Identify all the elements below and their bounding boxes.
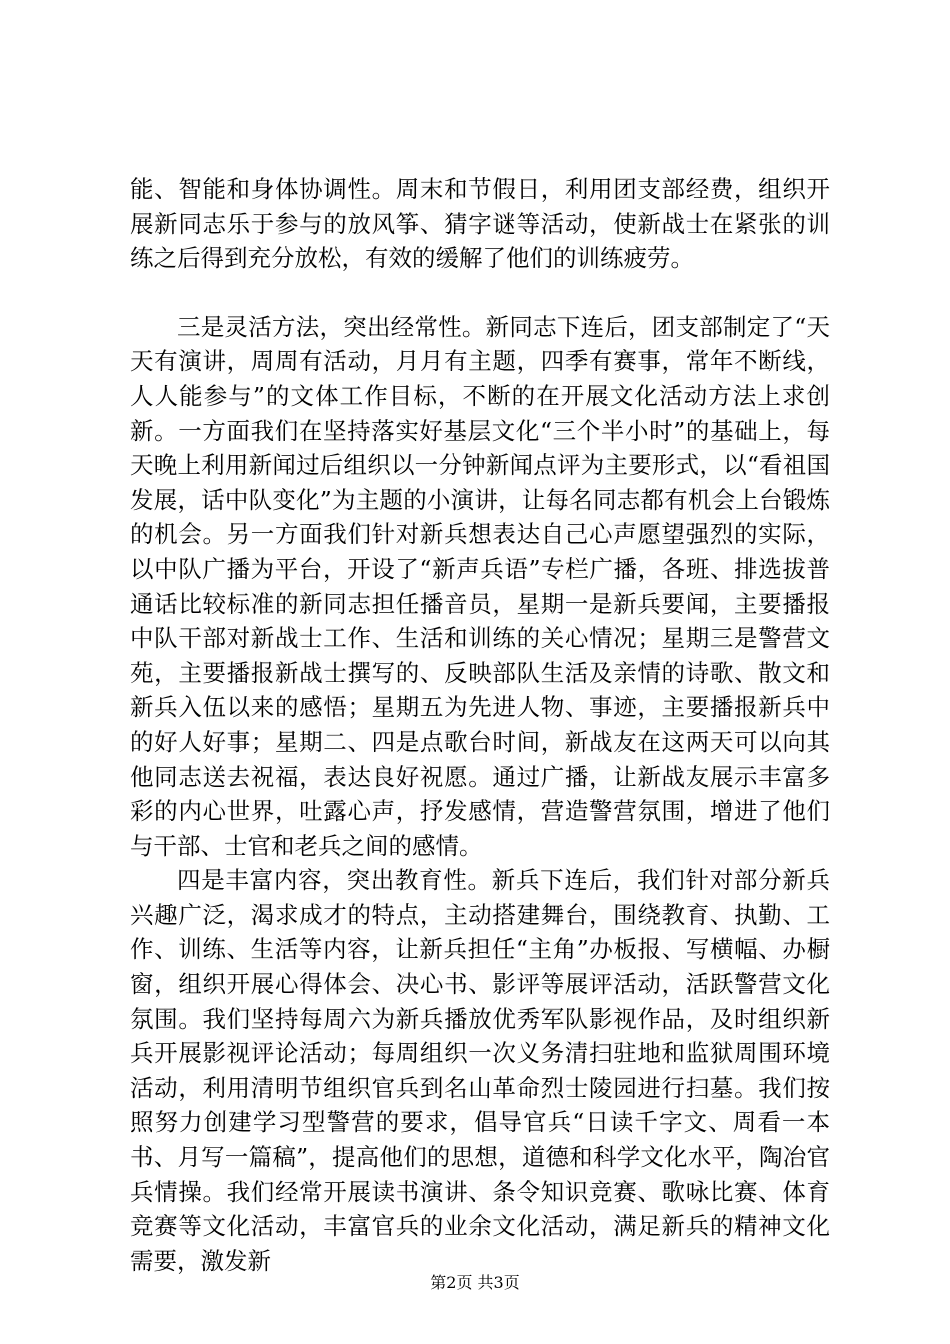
- paragraph-continued: 能、智能和身体协调性。周末和节假日，利用团支部经费，组织开展新同志乐于参与的放风筝、猜字谜等活动，使新战士在紧张的训练之后得到充分放松，有效的缓解了他们的训练疲劳。: [130, 175, 830, 273]
- paragraph-rich-content: 四是丰富内容，突出教育性。新兵下连后，我们针对部分新兵兴趣广泛，渴求成才的特点，主动搭建舞台，围绕教育、执勤、工作、训练、生活等内容，让新兵担任“主角”办板报、写横幅、办橱窗，组织开展心得体会、决心书、影评等展评活动，活跃警营文化氛围。我们坚持每周六为新兵播放优秀军队影视作品，及时组织新兵开展影视评论活动；每周组织一次义务清扫驻地和监狱周围环境活动，利用清明节组织官兵到名山革命烈士陵园进行扫墓。我们按照努力创建学习型警营的要求，倡导官兵“日读千字文、周看一本书、月写一篇稿”，提高他们的思想，道德和科学文化水平，陶冶官兵情操。我们经常开展读书演讲、条令知识竞赛、歌咏比赛、体育竞赛等文化活动，丰富官兵的业余文化活动，满足新兵的精神文化需要，激发新: [130, 866, 830, 1275]
- page-number-footer: 第2页 共3页: [430, 1273, 520, 1292]
- paragraph-flexible-methods: 三是灵活方法，突出经常性。新同志下连后，团支部制定了“天天有演讲，周周有活动，月月有主题，四季有赛事，常年不断线，人人能参与”的文体工作目标，不断的在开展文化活动方法上求创新。一方面我们在坚持落实好基层文化“三个半小时”的基础上，每天晚上利用新闻过后组织以一分钟新闻点评为主要形式，以“看祖国发展，话中队变化”为主题的小演讲，让每名同志都有机会上台锻炼的机会。另一方面我们针对新兵想表达自己心声愿望强烈的实际，以中队广播为平台，开设了“新声兵语”专栏广播，各班、排选拔普通话比较标准的新同志担任播音员，星期一是新兵要闻，主要播报中队干部对新战士工作、生活和训练的关心情况；星期三是警营文苑，主要播报新战士撰写的、反映部队生活及亲情的诗歌、散文和新兵入伍以来的感悟；星期五为先进人物、事迹，主要播报新兵中的好人好事；星期二、四是点歌台时间，新战友在这两天可以向其他同志送去祝福，表达良好祝愿。通过广播，让新战友展示丰富多彩的内心世界，吐露心声，抒发感情，营造警营氛围，增进了他们与干部、士官和老兵之间的感情。: [130, 312, 830, 860]
- paragraph-spacer: [130, 276, 830, 310]
- document-body: [130, 172, 830, 1278]
